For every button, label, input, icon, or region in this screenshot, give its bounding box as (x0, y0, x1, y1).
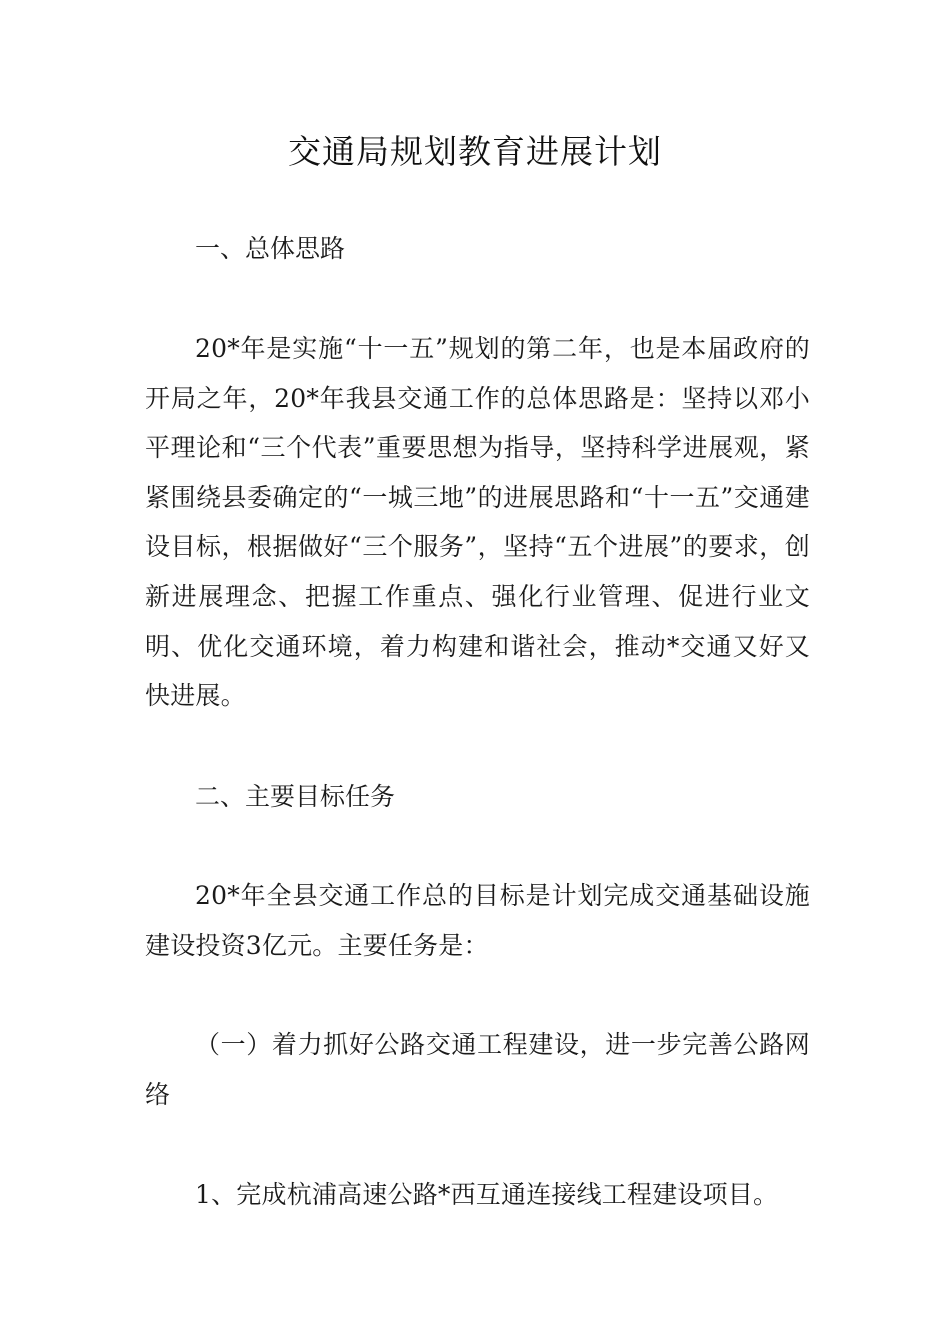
subsection-heading-road-construction: （一）着力抓好公路交通工程建设，进一步完善公路网络 (145, 1030, 810, 1109)
list-item-1: 1、完成杭浦高速公路*西互通连接线工程建设项目。 (195, 1180, 779, 1209)
document-title: 交通局规划教育进展计划 (288, 132, 662, 171)
paragraph-overall-approach: 20*年是实施“十一五”规划的第二年，也是本届政府的开局之年，20*年我县交通工作的总体思路是：坚持以邓小平理论和“三个代表”重要思想为指导，坚持科学进展观，紧紧围绕县委确定的“一城三地”的进展思路和“十一五”交通建设目标，根据做好“三个服务”，坚持“五个进展”的要求，创新进展理念、把握工作重点、强化行业管理、促进行业文明、优化交通环境，着力构建和谐社会，推动*交通又好又快进展。 (145, 334, 810, 711)
paragraph-main-goals: 20*年全县交通工作总的目标是计划完成交通基础设施建设投资3亿元。主要任务是： (145, 881, 810, 960)
section-heading-overall-approach: 一、总体思路 (195, 234, 346, 263)
section-heading-main-goals: 二、主要目标任务 (195, 782, 396, 811)
